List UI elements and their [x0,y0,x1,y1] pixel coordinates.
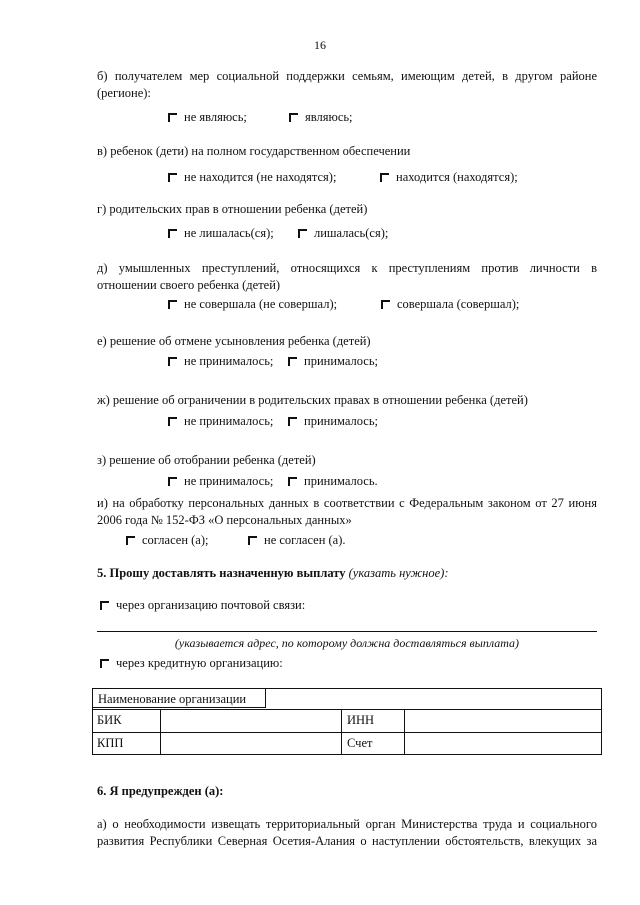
checkbox-icon[interactable] [248,536,257,545]
inn-label: ИНН [347,713,375,727]
bik-label: БИК [97,713,122,727]
item-g-text: г) родительских прав в отношении ребенка (детей) [97,202,368,216]
item-d-line1: д) умышленных преступлений, относящихся к преступлениям против личности в [97,261,597,275]
option-credit[interactable]: через кредитную организацию: [100,656,283,671]
checkbox-icon[interactable] [168,357,177,366]
option-zh-not[interactable]: не принималось; [168,414,273,429]
checkbox-icon[interactable] [168,477,177,486]
item-i-line1: и) на обработку персональных данных в соответствии с Федеральным законом от 27 июня [97,496,597,510]
section6-line1: а) о необходимости извещать территориальный орган Министерства труда и социального [97,817,597,831]
option-e-not[interactable]: не принималось; [168,354,273,369]
option-z-yes[interactable]: принималось. [288,474,378,489]
table-divider [404,709,405,755]
option-b-not[interactable]: не являюсь; [168,110,247,125]
item-i-line2: 2006 года № 152-ФЗ «О персональных данных» [97,513,352,527]
checkbox-icon[interactable] [168,417,177,426]
option-v-yes[interactable]: находится (находятся); [380,170,518,185]
account-label: Счет [347,736,373,750]
checkbox-icon[interactable] [381,300,390,309]
table-divider [160,709,161,755]
checkbox-icon[interactable] [100,601,109,610]
bik-field[interactable] [162,709,340,731]
section6-heading: 6. Я предупрежден (а): [97,784,224,798]
address-caption: (указывается адрес, по которому должна доставляться выплата) [174,636,520,650]
page-number: 16 [314,38,326,52]
option-postal[interactable]: через организацию почтовой связи: [100,598,305,613]
checkbox-icon[interactable] [289,113,298,122]
checkbox-icon[interactable] [380,173,389,182]
org-name-label: Наименование организации [92,688,266,708]
org-name-field[interactable] [268,688,600,708]
kpp-label: КПП [97,736,124,750]
option-zh-yes[interactable]: принималось; [288,414,378,429]
section5-heading-note: (указать нужное): [348,566,449,580]
option-g-yes[interactable]: лишалась(ся); [298,226,388,241]
item-zh-text: ж) решение об ограничении в родительских правах в отношении ребенка (детей) [97,393,528,407]
option-d-not[interactable]: не совершала (не совершал); [168,297,337,312]
checkbox-icon[interactable] [288,477,297,486]
item-z-text: з) решение об отобрании ребенка (детей) [97,453,316,467]
section5-heading: 5. Прошу доставлять назначенную выплату [97,566,346,580]
address-line[interactable] [97,631,597,632]
item-e-text: е) решение об отмене усыновления ребенка (детей) [97,334,371,348]
item-d-line2: отношении своего ребенка (детей) [97,278,281,292]
checkbox-icon[interactable] [298,229,307,238]
checkbox-icon[interactable] [100,659,109,668]
checkbox-icon[interactable] [288,357,297,366]
checkbox-icon[interactable] [288,417,297,426]
option-z-not[interactable]: не принималось; [168,474,273,489]
table-divider [341,709,342,755]
inn-field[interactable] [406,709,600,731]
checkbox-icon[interactable] [168,113,177,122]
section6-line2: развития Республики Северная Осетия-Алания о наступлении обстоятельств, влекущих за [97,834,597,848]
checkbox-icon[interactable] [168,229,177,238]
option-e-yes[interactable]: принималось; [288,354,378,369]
option-b-yes[interactable]: являюсь; [289,110,353,125]
option-i-agree[interactable]: согласен (а); [126,533,209,548]
option-i-disagree[interactable]: не согласен (а). [248,533,346,548]
kpp-field[interactable] [162,732,340,754]
option-d-yes[interactable]: совершала (совершал); [381,297,519,312]
checkbox-icon[interactable] [168,173,177,182]
item-b-text: б) получателем мер социальной поддержки семьям, имеющим детей, в другом районе (регионе): [97,69,597,100]
option-g-not[interactable]: не лишалась(ся); [168,226,274,241]
option-v-not[interactable]: не находится (не находятся); [168,170,336,185]
checkbox-icon[interactable] [126,536,135,545]
section5-heading-row [97,566,448,581]
account-field[interactable] [406,732,600,754]
item-v-text: в) ребенок (дети) на полном государственном обеспечении [97,144,411,158]
checkbox-icon[interactable] [168,300,177,309]
